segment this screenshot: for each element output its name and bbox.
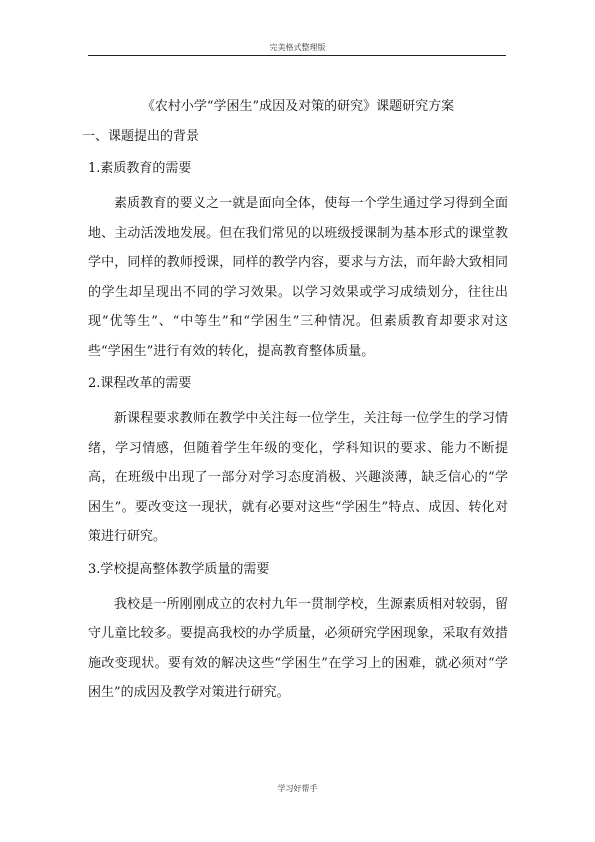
document-body bbox=[82, 97, 508, 716]
paragraph-curriculum-reform: 新课程要求教师在教学中关注每一位学生，关注每一位学生的学习情绪，学习情感，但随着学生年级的变化，学科知识的要求、能力不断提高，在班级中出现了一部分对学习态度消极、兴趣淡薄，缺乏信心的“学困生”。要改变这一现状，就有必要对这些“学困生”特点、成因、转化对策进行研究。 bbox=[88, 411, 508, 544]
subheading-teaching-quality: 3.学校提高整体教学质量的需要 bbox=[88, 561, 270, 577]
subheading-quality-education: 1.素质教育的需要 bbox=[88, 161, 192, 176]
paragraph-quality-education: 素质教育的要义之一就是面向全体，使每一个学生通过学习得到全面地、主动活泼地发展。但在我们常见的以班级授课制为基本形式的课堂教学中，同样的教师授课，同样的教学内容，要求与方法，而年龄大致相同的学生却呈现出不同的学习效果。以学习效果或学习成绩划分，往往出现“优等生”、“中等生”和“学困生”三种情况。但素质教育却要求对这些“学困生”进行有效的转化，提高教育整体质量。 bbox=[88, 196, 508, 359]
subheading-curriculum-reform: 2.课程改革的需要 bbox=[88, 376, 192, 391]
page-footer: 学习好帮手 bbox=[277, 784, 318, 793]
document-title: 《农村小学“学困生”成因及对策的研究》课题研究方案 bbox=[141, 99, 455, 114]
header-text: 完美格式整理版 bbox=[269, 43, 326, 52]
section-heading-background: 一、课题提出的背景 bbox=[82, 129, 200, 144]
header-rule bbox=[88, 55, 506, 56]
paragraph-teaching-quality: 我校是一所刚刚成立的农村九年一贯制学校，生源素质相对较弱，留守儿童比较多。要提高我校的办学质量，必须研究学困现象，采取有效措施改变现状。要有效的解决这些“学困生”在学习上的困难，就必须对“学困生”的成因及教学对策进行研究。 bbox=[88, 596, 508, 700]
